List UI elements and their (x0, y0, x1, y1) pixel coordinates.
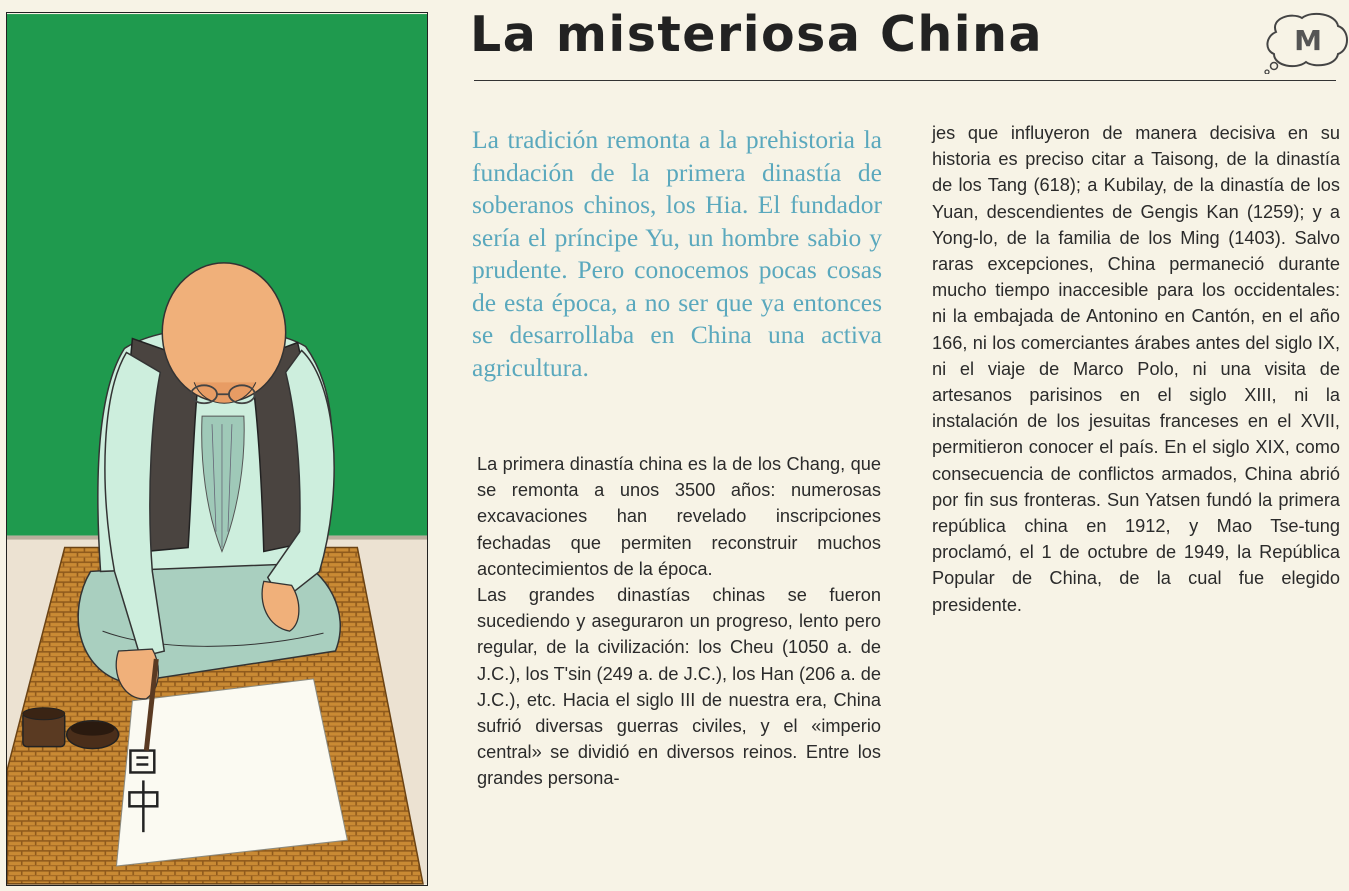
body-column-right (932, 120, 1340, 618)
page-title: La misteriosa China (470, 6, 1044, 63)
title-divider (474, 80, 1336, 81)
lead-paragraph: La tradición remonta a la prehistoria la fundación de la primera dinastía de soberanos chinos, los Hia. El fundador sería el príncipe Yu, un hombre sabio y prudente. Pero conocemos pocas cosas de esta época, a no ser que ya entonces se desarrollaba en China una activa agricultura. (472, 125, 882, 382)
body-column-left (477, 451, 881, 792)
body-paragraph: jes que influyeron de manera decisiva en su historia es preciso citar a Taisong, de la dinastía de los Tang (618); a Kubilay, de la dinastía de los Yuan, descendientes de Gengis Kan (1259); y a Yong-lo, de la familia de los Ming (1403). Salvo raras excepciones, China permaneció durante mucho tiempo inaccesible para los occidentales: ni la embajada de Antonino en Cantón, en el año 166, ni los comerciantes árabes antes del siglo IX, ni el viaje de Marco Polo, ni una visita de artesanos parisinos en el siglo XIII, ni la instalación de los jesuitas franceses en el XVII, permitieron conocer el país. En el siglo XIX, como consecuencia de conflictos armados, China abrió por fin sus fronteras. Sun Yatsen fundó la primera república china en 1912, y Mao Tse-tung proclamó, el 1 de octubre de 1949, la República Popular de China, de la cual fue elegido presidente. (932, 123, 1340, 615)
thought-bubble-badge (1262, 10, 1348, 74)
body-paragraph: Las grandes dinastías chinas se fueron sucediendo y aseguraron un progreso, lento pero regular, de la civilización: los Cheu (1050 a. de J.C.), los T'sin (249 a. de J.C.), los Han (206 a. de J.C.), etc. Hacia el siglo III de nuestra era, China sufrió diversas guerras civiles, y el «imperio central» se dividió en diversos reinos. Entre los grandes persona- (477, 585, 881, 789)
body-paragraph: La primera dinastía china es la de los Chang, que se remonta a unos 3500 años: numerosas excavaciones han revelado inscripciones fechadas que permiten reconstruir muchos acontecimientos de la época. (477, 454, 881, 579)
calligrapher-illustration (6, 12, 428, 886)
badge-letter: M (1294, 24, 1322, 57)
